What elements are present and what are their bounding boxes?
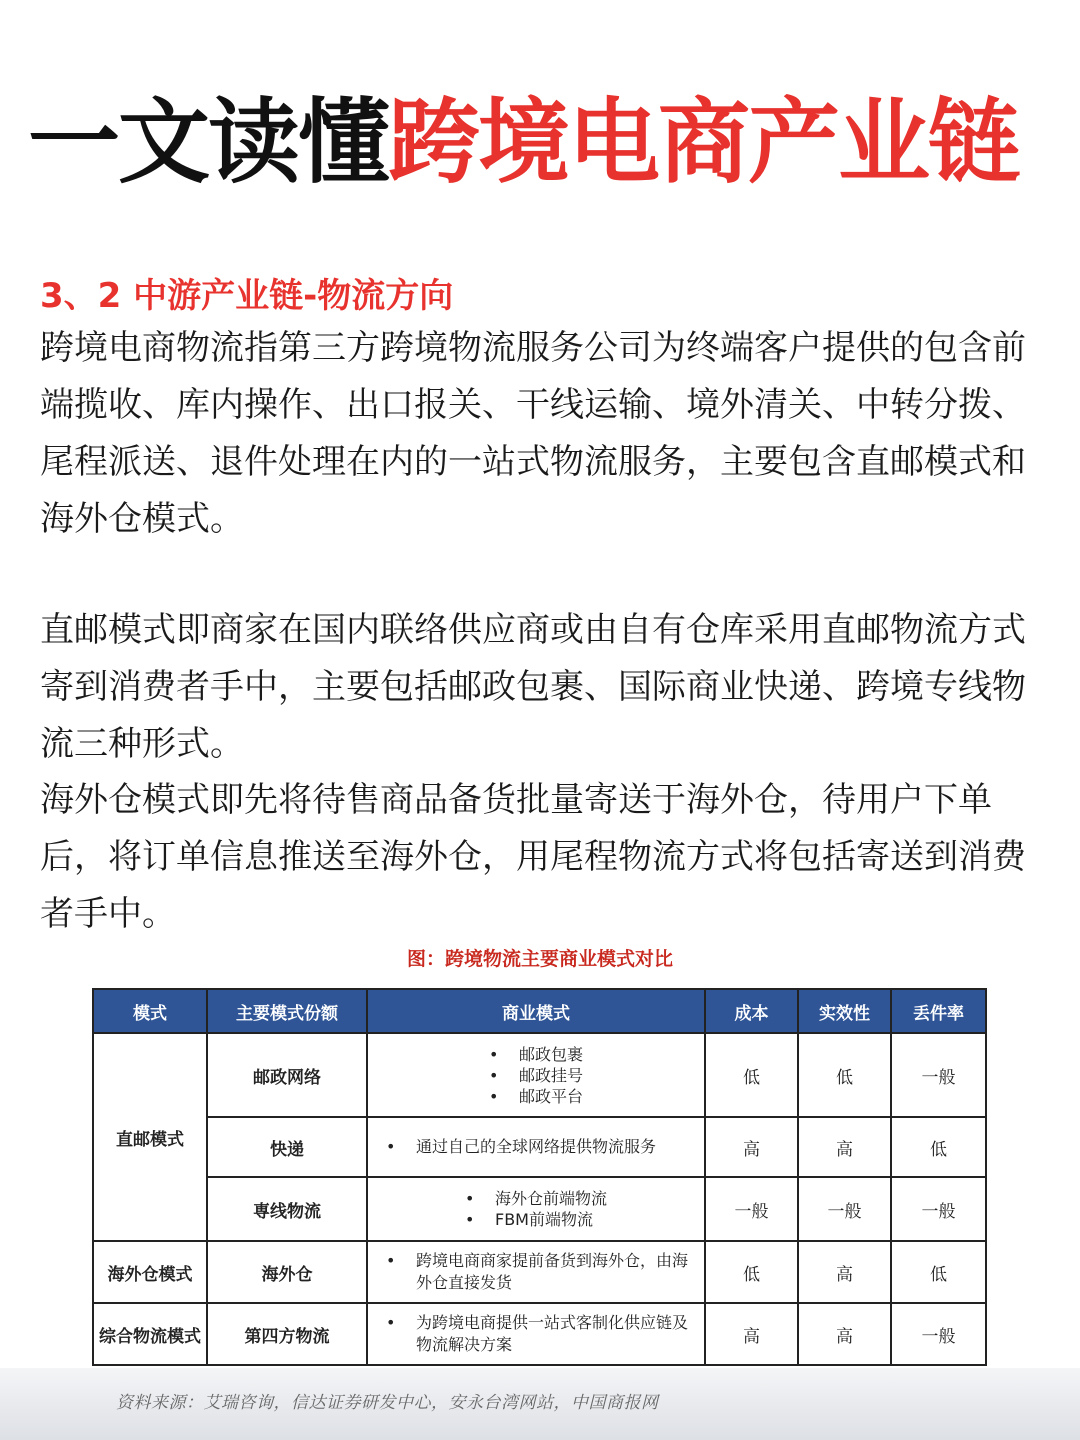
- share-cell: 第四方物流: [207, 1303, 367, 1365]
- loss-cell: 低: [891, 1241, 986, 1303]
- comparison-table: [92, 988, 987, 1366]
- bullet-icon: •: [386, 1251, 396, 1270]
- title-part-accent: 跨境电商产业链: [388, 89, 1019, 196]
- loss-cell: 一般: [891, 1177, 986, 1241]
- table-header-row: [93, 989, 986, 1033]
- header-timeliness: 实效性: [798, 989, 891, 1033]
- header-loss-rate: 丢件率: [891, 989, 986, 1033]
- header-mode: 模式: [93, 989, 207, 1033]
- figure-caption: 图：跨境物流主要商业模式对比: [406, 948, 673, 970]
- paragraph-direct-mail: 直邮模式即商家在国内联络供应商或由自有仓库采用直邮物流方式寄到消费者手中，主要包括邮政包裹、国际商业快递、跨境专线物流三种形式。: [40, 610, 1026, 764]
- loss-cell: 低: [891, 1117, 986, 1177]
- business-cell: [367, 1241, 705, 1303]
- cost-cell: 一般: [705, 1177, 798, 1241]
- share-cell: 海外仓: [207, 1241, 367, 1303]
- business-cell: [367, 1303, 705, 1365]
- business-bullet: • 邮政包裹: [489, 1044, 583, 1065]
- mode-cell: 海外仓模式: [93, 1241, 207, 1303]
- share-cell: 専线物流: [207, 1177, 367, 1241]
- business-bullet: • 邮政挂号: [489, 1065, 583, 1086]
- mode-cell: 综合物流模式: [93, 1303, 207, 1365]
- title-part-dark: 一文读懂: [28, 89, 389, 196]
- header-cost: 成本: [705, 989, 798, 1033]
- bullet-icon: •: [386, 1313, 396, 1332]
- section-heading: 3、2 中游产业链-物流方向: [40, 276, 454, 316]
- timeliness-cell: 一般: [798, 1177, 891, 1241]
- business-cell: [367, 1117, 705, 1177]
- loss-cell: 一般: [891, 1303, 986, 1365]
- mode-cell: 直邮模式: [93, 1033, 207, 1241]
- cost-cell: 高: [705, 1117, 798, 1177]
- business-cell: [367, 1033, 705, 1117]
- header-business: 商业模式: [367, 989, 705, 1033]
- table-row: [93, 1033, 986, 1117]
- share-cell: 快递: [207, 1117, 367, 1177]
- business-bullet: 通过自己的全球网络提供物流服务: [416, 1137, 657, 1156]
- table-row: [93, 1117, 986, 1177]
- business-bullet: • 邮政平台: [489, 1086, 583, 1107]
- header-share: 主要模式份额: [207, 989, 367, 1033]
- cost-cell: 高: [705, 1303, 798, 1365]
- business-bullet: 跨境电商商家提前备货到海外仓，由海外仓直接发货: [416, 1251, 689, 1292]
- cost-cell: 低: [705, 1241, 798, 1303]
- bullet-icon: •: [386, 1137, 396, 1156]
- business-bullet: 为跨境电商提供一站式客制化供应链及物流解决方案: [416, 1313, 689, 1354]
- loss-cell: 一般: [891, 1033, 986, 1117]
- business-bullet: • 海外仓前端物流: [465, 1188, 607, 1209]
- share-cell: 邮政网络: [207, 1033, 367, 1117]
- table-row: [93, 1177, 986, 1241]
- timeliness-cell: 高: [798, 1241, 891, 1303]
- business-cell: [367, 1177, 705, 1241]
- source-note: 资料来源：艾瑞咨询，信达证券研发中心，安永台湾网站，中国商报网: [116, 1393, 659, 1413]
- business-bullet: • FBM前端物流: [465, 1209, 607, 1230]
- paragraph-overseas-warehouse: 海外仓模式即先将待售商品备货批量寄送于海外仓，待用户下单后，将订单信息推送至海外仓，用尾程物流方式将包括寄送到消费者手中。: [40, 780, 1026, 934]
- timeliness-cell: 高: [798, 1303, 891, 1365]
- timeliness-cell: 高: [798, 1117, 891, 1177]
- table-row: [93, 1241, 986, 1303]
- cost-cell: 低: [705, 1033, 798, 1117]
- timeliness-cell: 低: [798, 1033, 891, 1117]
- paragraph-intro: 跨境电商物流指第三方跨境物流服务公司为终端客户提供的包含前端揽收、库内操作、出口报关、干线运输、境外清关、中转分拨、尾程派送、退件处理在内的一站式物流服务，主要包含直邮模式和海外仓模式。: [40, 328, 1026, 539]
- table-row: [93, 1303, 986, 1365]
- page-title: [28, 89, 1068, 196]
